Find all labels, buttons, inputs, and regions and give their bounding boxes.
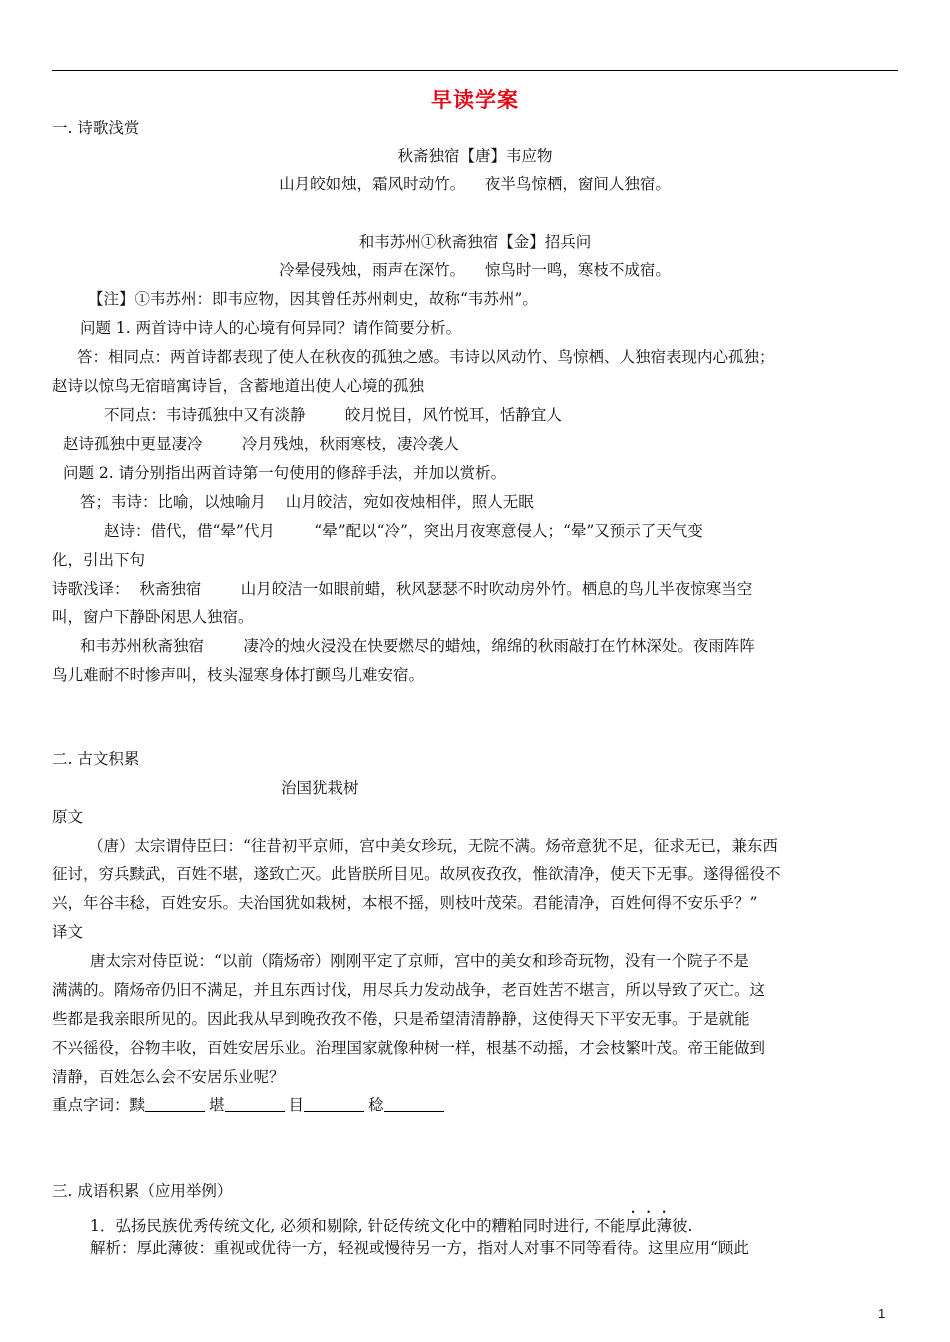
answer-blank[interactable] <box>304 1097 364 1112</box>
poem1-text: 山月皎如烛，霜风时动竹。 夜半鸟惊栖，窗间人独宿。 <box>279 175 671 193</box>
original-line-1: （唐）太宗谓侍臣曰：“往昔初平京师，宫中美女珍玩，无院不满。炀帝意犹不足，征求无已，兼东西 <box>88 837 778 855</box>
section-heading-idioms: 三. 成语积累（应用举例） <box>52 1182 233 1200</box>
section-heading-poetry: 一. 诗歌浅赏 <box>52 119 140 137</box>
key-word: 稔 <box>368 1096 384 1114</box>
key-word: 目 <box>288 1096 305 1114</box>
question-1: 问题 1. 两首诗中诗人的心境有何异同？请作简要分析。 <box>80 319 462 337</box>
poem1-title: 秋斋独宿【唐】韦应物 <box>397 147 553 165</box>
question-2: 问题 2. 请分别指出两首诗第一句使用的修辞手法，并加以赏析。 <box>63 464 507 482</box>
emphasized-idiom: 厚此薄 <box>625 1217 672 1235</box>
page-title: 早读学案 <box>431 88 519 112</box>
classical-translation-line-1: 唐太宗对侍臣说：“以前（隋炀帝）刚刚平定了京师，宫中的美女和珍奇玩物，没有一个院子不是 <box>90 952 749 970</box>
translation-line-3: 和韦苏州秋斋独宿 凄冷的烛火浸没在快要燃尽的蜡烛，绵绵的秋雨敲打在竹林深处。夜雨阵阵 <box>80 637 755 655</box>
page-number: 1 <box>878 1306 886 1321</box>
translation-line-1: 诗歌浅译： 秋斋独宿 山月皎洁一如眼前蜡，秋风瑟瑟不时吹动房外竹。栖息的鸟儿半夜惊寒当空 <box>52 580 753 598</box>
answer-2-line-1: 答；韦诗：比喻，以烛喻月 山月皎洁，宛如夜烛相伴，照人无眠 <box>80 493 534 511</box>
example-text: 1．弘扬民族优秀传统文化, 必须和剔除, 针砭传统文化中的糟粕同时进行, 不能 <box>90 1217 626 1235</box>
poem2-title: 和韦苏州①秋斋独宿【金】招兵问 <box>358 233 592 251</box>
answer-1-line-2: 赵诗以惊鸟无宿暗寓诗旨，含蓄地道出使人心境的孤独 <box>52 377 425 395</box>
translation-line-4: 鸟儿难耐不时惨声叫，枝头湿寒身体打颤鸟儿难安宿。 <box>52 666 425 684</box>
key-words-row <box>52 1094 448 1116</box>
key-words-label: 重点字词： <box>52 1096 130 1114</box>
answer-2-line-3: 化，引出下句 <box>52 551 146 569</box>
answer-blank[interactable] <box>145 1097 205 1112</box>
poem2-text: 冷晕侵残烛，雨声在深竹。 惊鸟时一鸣，寒枝不成宿。 <box>279 261 671 279</box>
section-heading-classical: 二. 古文积累 <box>52 750 140 768</box>
translation-line-2: 叫，窗户下静卧闲思人独宿。 <box>52 608 254 626</box>
key-word: 堪 <box>209 1096 225 1114</box>
answer-2-line-2: 赵诗：借代，借“晕”代月 “晕”配以“冷”，突出月夜寒意侵人；“晕”又预示了天气变 <box>104 522 703 540</box>
original-line-3: 兴，年谷丰稔，百姓安乐。夫治国犹如栽树，本根不摇，则枝叶茂荣。君能清净，百姓何得不安乐乎？” <box>52 894 758 912</box>
original-label: 原文 <box>52 808 84 826</box>
key-word: 黩 <box>129 1096 146 1114</box>
original-line-2: 征讨，穷兵黩武，百姓不堪，遂致亡灭。此皆朕所目见。故夙夜孜孜，惟欲清净，使天下无事。遂得徭役不 <box>52 865 781 883</box>
classical-translation-line-4: 不兴徭役，谷物丰收，百姓安居乐业。治理国家就像种树一样，根基不动摇，才会枝繁叶茂。帝王能做到 <box>52 1039 766 1057</box>
poem-note: 【注】①韦苏州：即韦应物，因其曾任苏州刺史，故称“韦苏州”。 <box>88 290 538 308</box>
top-rule <box>52 70 898 71</box>
classical-translation-line-5: 清静，百姓怎么会不安居乐业呢？ <box>52 1068 285 1086</box>
answer-blank[interactable] <box>225 1097 285 1112</box>
translation-label: 译文 <box>52 923 84 941</box>
idiom-analysis-line-1: 解析：厚此薄彼：重视或优待一方，轻视或慢待另一方，指对人对事不同等看待。这里应用“顾此 <box>90 1239 749 1257</box>
example-text-end: 彼. <box>671 1217 693 1235</box>
idiom-example-1 <box>90 1208 692 1237</box>
answer-blank[interactable] <box>384 1097 444 1112</box>
classical-translation-line-2: 满满的。隋炀帝仍旧不满足，并且东西讨伐，用尽兵力发动战争，老百姓苦不堪言，所以导致了灭亡。这 <box>52 981 766 999</box>
answer-1-line-1: 答：相同点：两首诗都表现了使人在秋夜的孤独之感。韦诗以风动竹、鸟惊栖、人独宿表现内心孤独； <box>77 348 775 366</box>
answer-1-line-4: 赵诗孤独中更显凄冷 冷月残烛，秋雨寒枝，凄冷袭人 <box>63 435 459 453</box>
classical-translation-line-3: 些都是我亲眼所见的。因此我从早到晚孜孜不倦，只是希望清清静静，这使得天下平安无事。于是就能 <box>52 1010 750 1028</box>
classical-text-title: 治国犹栽树 <box>281 779 359 797</box>
answer-1-line-3: 不同点：韦诗孤独中又有淡静 皎月悦目，风竹悦耳，恬静宜人 <box>104 406 562 424</box>
